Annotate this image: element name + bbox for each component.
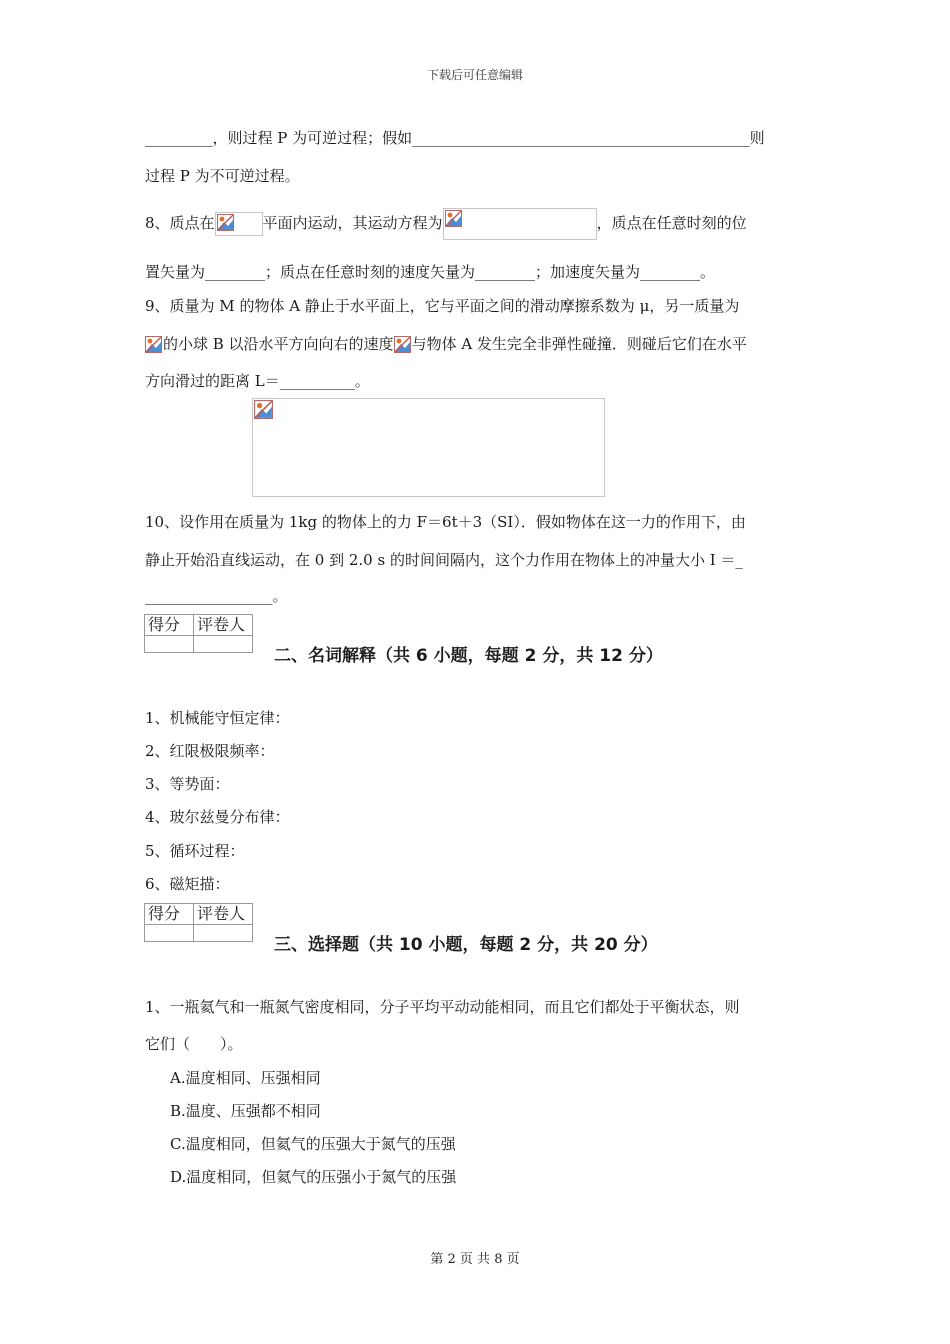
score-table [144,614,253,653]
term-item: 4、玻尔兹曼分布律： [145,808,290,826]
mc-q1-line-2: 它们（ ）。 [145,1035,243,1053]
broken-image-icon [254,400,273,419]
term-item: 3、等势面： [145,775,230,793]
grader-cell [194,636,253,653]
mc-option-a: A.温度相同、压强相同 [170,1069,321,1087]
mc-option-c: C.温度相同，但氦气的压强大于氮气的压强 [170,1135,456,1153]
q8-line-2: 置矢量为________；质点在任意时刻的速度矢量为________；加速度矢量为________。 [145,263,716,281]
grader-cell [194,925,253,942]
q9-figure-image [252,398,605,497]
q7-text-end: 则 [749,129,765,147]
score-table [144,903,253,942]
q10-line-3: _________________。 [145,587,288,605]
score-cell [145,925,194,942]
q7-line-2: 过程 P 为不可逆过程。 [145,167,300,185]
q9-line-1: 9、质量为 M 的物体 A 静止于水平面上，它与平面之间的滑动摩擦系数为 μ，另一质量为 [145,297,740,315]
q9-text-2b: 与物体 A 发生完全非弹性碰撞．则碰后它们在水平 [411,335,747,353]
mc-option-b: B.温度、压强都不相同 [170,1102,321,1120]
term-item: 2、红限极限频率： [145,742,275,760]
q10-line-1: 10、设作用在质量为 1kg 的物体上的力 F＝6t＋3（SI）．假如物体在这一力的作用下，由 [145,513,746,531]
page-footer: 第 2 页 共 8 页 [430,1252,520,1267]
broken-image-icon [445,210,462,227]
page-header: 下载后可任意编辑 [426,68,523,82]
section-3-title: 三、选择题（共 10 小题，每题 2 分，共 20 分） [274,935,658,955]
broken-image-icon [145,336,162,353]
q8-text-1: 8、质点在 [145,214,215,232]
term-item: 1、机械能守恒定律： [145,709,290,727]
q8-line-1 [145,208,747,240]
broken-image-icon [217,214,234,231]
mc-q1-line-1: 1、一瓶氦气和一瓶氮气密度相同，分子平均平动动能相同，而且它们都处于平衡状态，则 [145,998,740,1016]
q9-velocity-image [394,336,412,354]
q9-line-3: 方向滑过的距离 L＝__________。 [145,372,370,390]
grader-label: 评卷人 [194,904,253,925]
score-label: 得分 [145,615,194,636]
section-2-title: 二、名词解释（共 6 小题，每题 2 分，共 12 分） [274,646,663,666]
q8-plane-image [215,212,263,236]
term-item: 5、循环过程： [145,842,245,860]
q7-blank-1: _________ [145,129,213,147]
q9-text-2a: 的小球 B 以沿水平方向向右的速度 [163,335,394,353]
term-item: 6、磁矩描： [145,875,230,893]
mc-option-d: D.温度相同，但氦气的压强小于氮气的压强 [170,1168,457,1186]
score-label: 得分 [145,904,194,925]
q7-text-mid: ，则过程 P 为可逆过程；假如 [212,129,413,147]
broken-image-icon [394,336,411,353]
q8-text-3: ，质点在任意时刻的位 [596,214,747,232]
q10-line-2: 静止开始沿直线运动，在 0 到 2.0 s 的时间间隔内，这个力作用在物体上的冲量大小 I ＝_ [145,551,743,569]
q7-blank-2: _____________________________________________ [412,129,750,147]
q8-text-2: 平面内运动，其运动方程为 [262,214,443,232]
q8-equation-image [443,208,597,240]
q9-line-2 [145,333,747,354]
q7-line-1 [145,127,765,148]
score-cell [145,636,194,653]
q9-mass-image [145,336,163,354]
grader-label: 评卷人 [194,615,253,636]
